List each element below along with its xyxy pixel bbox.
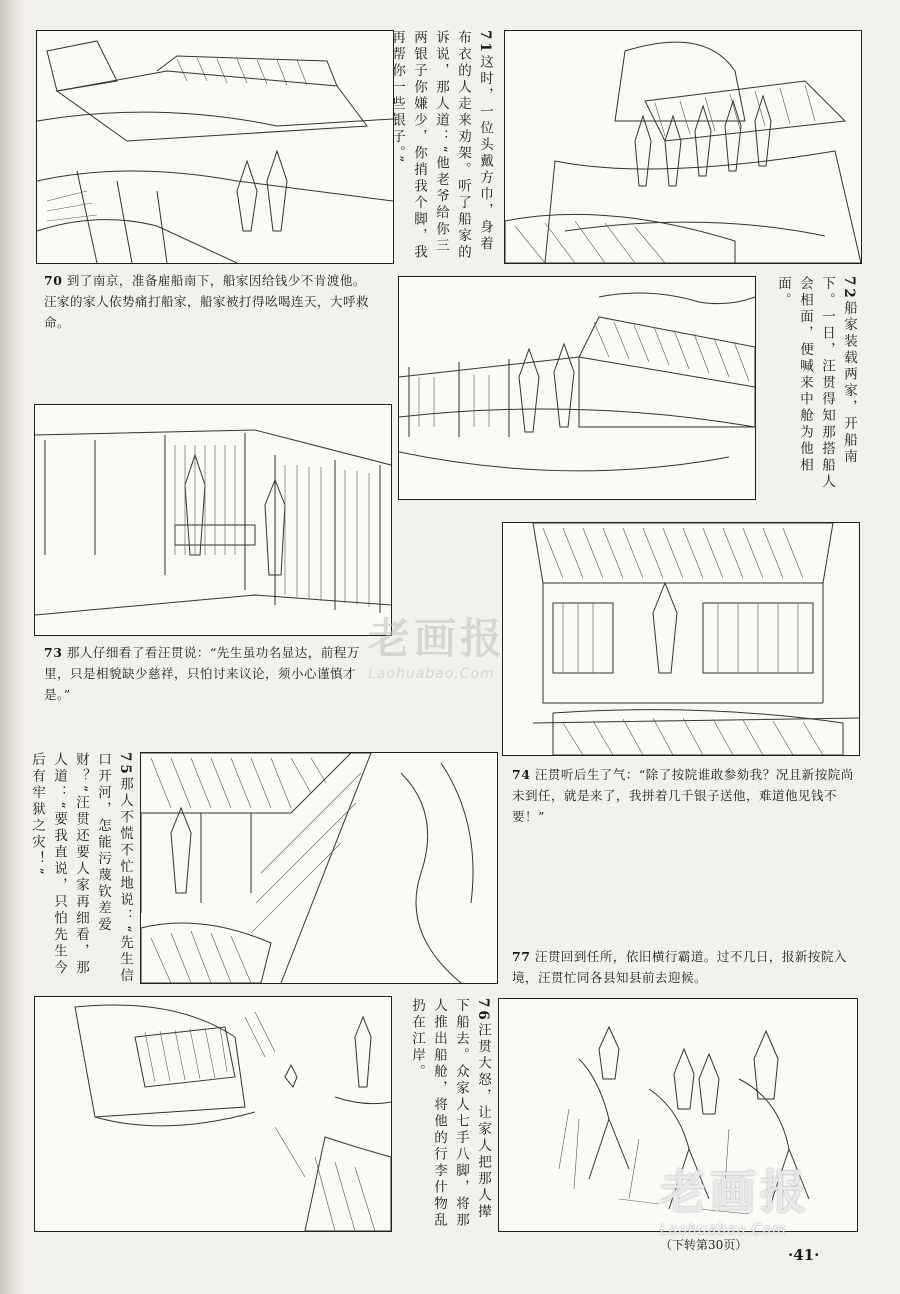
- watermark: [660, 1156, 850, 1238]
- caption-text: 到了南京，准备雇船南下，船家因给钱少不肯渡他。汪家的家人依势痛打船家，船家被打得吆喝连天，大呼救命。: [44, 273, 370, 330]
- caption-number: 70: [44, 273, 63, 288]
- panel-71-illustration: [504, 30, 862, 264]
- caption-text: 汪贯回到任所，依旧横行霸道。过不几日，报新按院入境，汪贯忙同各县知县前去迎候。: [512, 949, 847, 985]
- panel-70-illustration: [36, 30, 394, 264]
- caption-number: 75: [117, 752, 133, 777]
- watermark-url: Laohuabao.Com: [368, 666, 495, 682]
- caption-number: 77: [512, 949, 531, 964]
- caption-text: 那人仔细看了看汪贯说：“先生虽功名显达，前程万里，只是相貌缺少慈祥，只怕讨来议论，须小心谨慎才是。”: [44, 645, 360, 702]
- caption-number: 76: [475, 998, 491, 1023]
- caption-76: [394, 998, 494, 1230]
- panel-73-illustration: [34, 404, 392, 636]
- caption-71: [389, 30, 496, 266]
- caption-text: 汪贯大怒，让家人把那人撵下船去。众家人七手八脚，将那人推出船舱，将他的行李什物乱扔在江岸。: [409, 998, 491, 1229]
- caption-75: [29, 752, 136, 988]
- caption-text: 这时，一位头戴方巾，身着布衣的人走来劝架。听了船家的诉说，那人道：“他老爷给你三两银子你嫌少，你捎我个脚，我再帮你一些银子。”: [389, 30, 493, 261]
- caption-74: [512, 764, 856, 827]
- watermark-brand: 老画报: [368, 614, 507, 663]
- panel-74-illustration: [502, 522, 860, 756]
- caption-73: [44, 642, 374, 705]
- watermark: [368, 606, 548, 682]
- caption-72: [760, 276, 860, 498]
- caption-text: 那人不慌不忙地说：“先生信口开河，怎能污蔑钦差爱财？”汪贯还要人家再细看，那人道：“要我直说，只怕先生今后有牢狱之灾！”: [29, 752, 133, 985]
- panel-72-illustration: [398, 276, 756, 500]
- caption-70: [44, 270, 372, 333]
- caption-77: [512, 946, 856, 988]
- caption-number: 72: [841, 276, 857, 301]
- continued-note: （下转第30页）: [660, 1238, 748, 1252]
- panel-76-illustration: [34, 996, 392, 1232]
- caption-number: 74: [512, 767, 531, 782]
- caption-number: 71: [477, 30, 493, 55]
- watermark-url: Laohuabao.Com: [660, 1222, 787, 1238]
- caption-number: 73: [44, 645, 63, 660]
- page-spine-shadow: [0, 0, 26, 1294]
- caption-text: 船家装载两家，开船南下。一日，汪贯得知那搭船人会相面，便喊来中舱为他相面。: [775, 276, 857, 491]
- watermark-brand: 老画报: [660, 1165, 810, 1219]
- panel-75-illustration: [140, 752, 498, 984]
- caption-text: 汪贯听后生了气：“除了按院谁敢参劾我？况且新按院尚未到任，就是来了，我拼着几千银子送他，难道他见钱不要！”: [512, 767, 854, 824]
- page-number: ·41·: [788, 1246, 820, 1264]
